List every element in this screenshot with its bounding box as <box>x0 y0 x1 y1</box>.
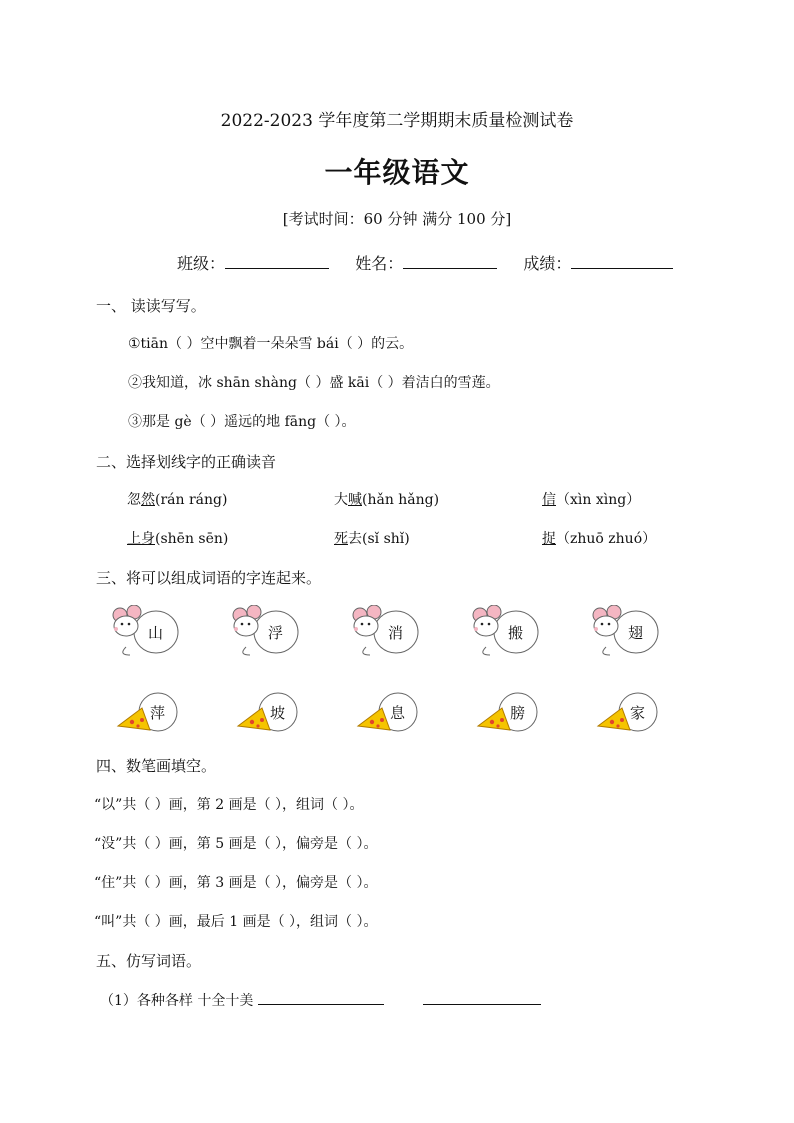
section-1-title: 一、 读读写写。 <box>96 297 206 315</box>
exam-subtitle: [考试时间：60 分钟 满分 100 分] <box>282 210 512 228</box>
exam-header: 2022-2023 学年度第二学期期末质量检测试卷 <box>220 111 574 131</box>
s1-item-1: ①tiān（ ）空中飘着一朵朵雪 bái（ ）的云。 <box>128 336 414 352</box>
s5-item-1: （1）各种各样 十全十美 <box>100 990 541 1010</box>
s1-item-3: ③那是 gè（ ）遥远的地 fāng（ ）。 <box>128 414 356 430</box>
s5-blank-1[interactable] <box>258 990 384 1005</box>
mouse-card[interactable] <box>348 605 428 659</box>
name-field[interactable] <box>403 254 497 269</box>
cheese-char: 膀 <box>510 704 526 722</box>
s2-r1-item-2: 大喊(hǎn hǎng) <box>334 492 440 508</box>
s4-item-2: “没”共（ ）画，第 5 画是（ ），偏旁是（ ）。 <box>94 836 378 852</box>
mouse-card[interactable] <box>468 605 548 659</box>
s5-blank-2[interactable] <box>423 990 541 1005</box>
mouse-char: 山 <box>148 624 164 642</box>
cheese-char: 坡 <box>270 704 286 722</box>
section-3-title: 三、将可以组成词语的字连起来。 <box>96 569 322 587</box>
score-label: 成绩： <box>523 254 572 273</box>
cheese-card[interactable] <box>236 690 316 736</box>
cheese-card[interactable] <box>596 690 676 736</box>
s2-r2-item-3: 捉（zhuō zhuó） <box>542 531 657 547</box>
section-4-title: 四、数笔画填空。 <box>96 757 217 775</box>
mouse-char: 翅 <box>628 624 644 642</box>
cheese-char: 萍 <box>150 704 166 722</box>
cheese-card[interactable] <box>476 690 556 736</box>
class-field[interactable] <box>225 254 329 269</box>
s2-r2-item-2: 死去(sǐ shǐ) <box>334 531 410 547</box>
name-label: 姓名： <box>355 254 404 273</box>
cheese-char: 家 <box>630 704 646 722</box>
class-label: 班级： <box>177 254 226 273</box>
cheese-card[interactable] <box>116 690 196 736</box>
mouse-card[interactable] <box>588 605 668 659</box>
mouse-char: 浮 <box>268 624 284 642</box>
s2-r2-item-1: 上身(shēn sēn) <box>127 531 229 547</box>
mouse-card[interactable] <box>108 605 188 659</box>
cheese-card[interactable] <box>356 690 436 736</box>
info-line <box>177 251 673 274</box>
s1-item-2: ②我知道，冰 shān shàng（ ）盛 kāi（ ）着洁白的雪莲。 <box>128 375 500 391</box>
s2-r1-item-1: 忽然(rán ráng) <box>127 492 228 508</box>
cheese-char: 息 <box>390 704 406 722</box>
s4-item-1: “以”共（ ）画，第 2 画是（ ），组词（ ）。 <box>94 797 364 813</box>
mouse-card[interactable] <box>228 605 308 659</box>
page-title: 一年级语文 <box>324 156 470 189</box>
s4-item-4: “叫”共（ ）画，最后 1 画是（ ），组词（ ）。 <box>94 914 378 930</box>
section-2-title: 二、选择划线字的正确读音 <box>96 453 277 471</box>
s2-r1-item-3: 信（xìn xìng） <box>542 492 641 508</box>
mouse-char: 消 <box>388 624 404 642</box>
mouse-char: 搬 <box>508 624 524 642</box>
section-5-title: 五、仿写词语。 <box>96 952 202 970</box>
s4-item-3: “住”共（ ）画，第 3 画是（ ），偏旁是（ ）。 <box>94 875 378 891</box>
score-field[interactable] <box>571 254 673 269</box>
